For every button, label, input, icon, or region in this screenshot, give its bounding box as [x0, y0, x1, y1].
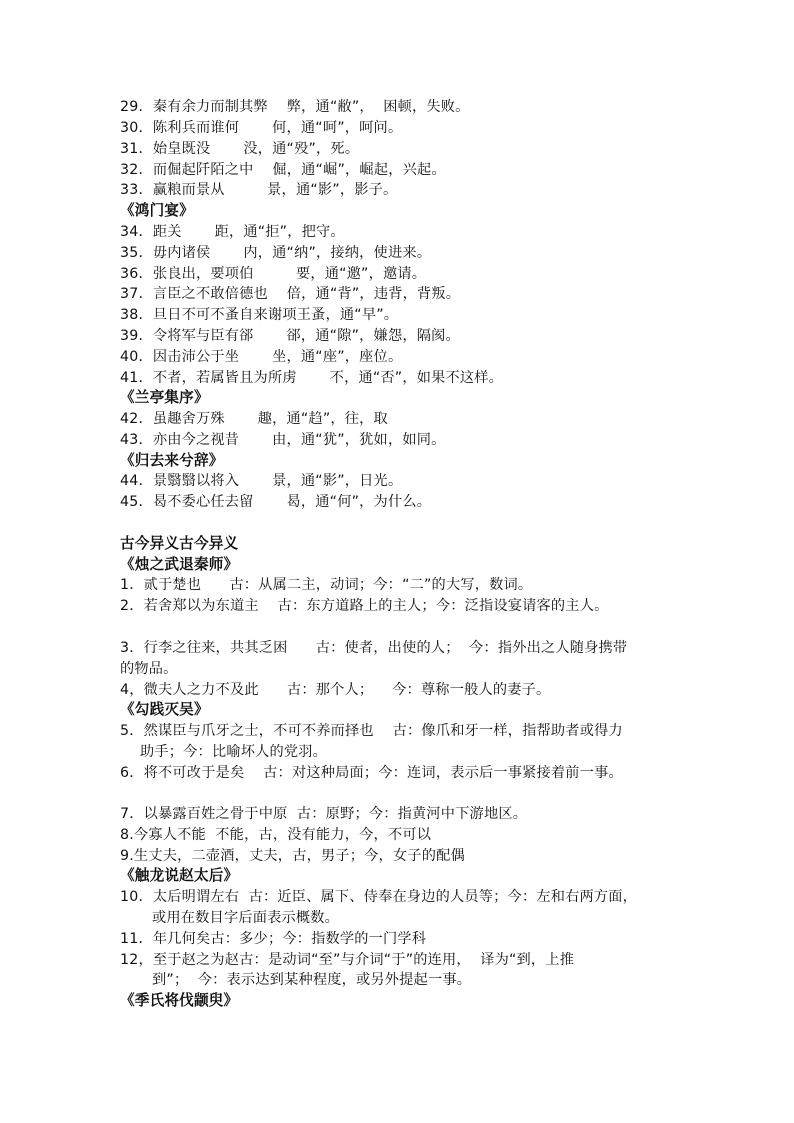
text-line: 10．太后明谓左右 古：近臣、属下、侍奉在身边的人员等；今：左和右两方面， [120, 889, 638, 905]
text-line: 45．曷不委心任去留 曷，通“何”，为什么。 [120, 494, 432, 510]
text-line: 11．年几何矣古：多少；今：指数学的一门学科 [120, 931, 427, 947]
text-line: 12，至于赵之为赵古：是动词“至”与介词“于”的连用， 译为“到，上推 [120, 952, 575, 968]
text-line: 40．因击沛公于坐 坐，通“座”，座位。 [120, 349, 403, 365]
text-line: 5．然谋臣与爪牙之士，不可不养而择也 古：像爪和牙一样，指帮助者或得力 [120, 723, 623, 739]
text-line: 4，微夫人之力不及此 古：那个人； 今：尊称一般人的妻子。 [120, 682, 551, 698]
text-line: 38．旦日不可不蚤自来谢项王蚤，通“早”。 [120, 307, 399, 323]
text-line: 31．始皇既没 没，通“殁”，死。 [120, 141, 360, 157]
heading-zhuzhiwu: 《烛之武退秦师》 [120, 556, 239, 573]
text-line: 37．言臣之不敢倍德也 倍，通“背”，违背，背叛。 [120, 286, 461, 302]
text-line: 30．陈利兵而谁何 何，通“呵”，呵问。 [120, 120, 403, 136]
heading-goujian-miewu: 《勾践灭吴》 [120, 701, 209, 718]
heading-hongmen-yan: 《鸿门宴》 [120, 202, 194, 219]
text-line-continuation: 的物品。 [120, 661, 178, 677]
text-line: 8.今寡人不能 不能，古，没有能力，今，不可以 [120, 827, 432, 843]
text-line-continuation: 或用在数目字后面表示概数。 [152, 910, 340, 926]
text-line: 9.生丈夫，二壶酒，丈夫，古，男子；今，女子的配偶 [120, 848, 465, 864]
text-line: 35．毋内诸侯 内，通“纳”，接纳，使进来。 [120, 245, 432, 261]
heading-chulong: 《触龙说赵太后》 [120, 867, 239, 884]
text-line: 6．将不可改于是矣 古：对这种局面；今：连词，表示后一事紧接着前一事。 [120, 765, 623, 781]
text-line-continuation: 助手；今：比喻坏人的党羽。 [140, 744, 328, 760]
text-line: 29．秦有余力而制其弊 弊，通“敝”， 困顿，失败。 [120, 99, 470, 115]
text-line: 34．距关 距，通“拒”，把守。 [120, 224, 345, 240]
heading-lanting-jixu: 《兰亭集序》 [120, 389, 209, 406]
text-line: 2．若舍郑以为东道主 古：东方道路上的主人；今：泛指设宴请客的主人。 [120, 598, 609, 614]
text-line-continuation: 到”； 今：表示达到某种程度，或另外提起一事。 [152, 972, 472, 988]
text-line: 42．虽趣舍万殊 趣，通“趋”，往，取 [120, 411, 388, 427]
text-line: 1．贰于楚也 古：从属二主，动词；今：“二”的大写，数词。 [120, 577, 533, 593]
section-title: 古今异义古今异义 [120, 535, 239, 552]
text-line: 44．景翳翳以将入 景，通“影”，日光。 [120, 473, 403, 489]
text-line: 41．不者，若属皆且为所虏 不，通“否”，如果不这样。 [120, 370, 504, 386]
heading-jishi: 《季氏将伐颛臾》 [120, 992, 239, 1009]
text-line: 3．行李之往来，共其乏困 古：使者，出使的人； 今：指外出之人随身携带 [120, 640, 628, 656]
text-line: 36．张良出，要项伯 要，通“邀”，邀请。 [120, 266, 427, 282]
text-line: 7．以暴露百姓之骨于中原 古：原野；今：指黄河中下游地区。 [120, 806, 528, 822]
text-line: 43．亦由今之视昔 由，通“犹”，犹如，如同。 [120, 432, 446, 448]
heading-guiqulai-xici: 《归去来兮辞》 [120, 452, 224, 469]
text-line: 32．而倔起阡陌之中 倔，通“崛”，崛起，兴起。 [120, 162, 446, 178]
text-line: 39．令将军与臣有郤 郤，通“隙”，嫌怨，隔阂。 [120, 328, 460, 344]
text-line: 33．赢粮而景从 景，通“影”，影子。 [120, 182, 398, 198]
